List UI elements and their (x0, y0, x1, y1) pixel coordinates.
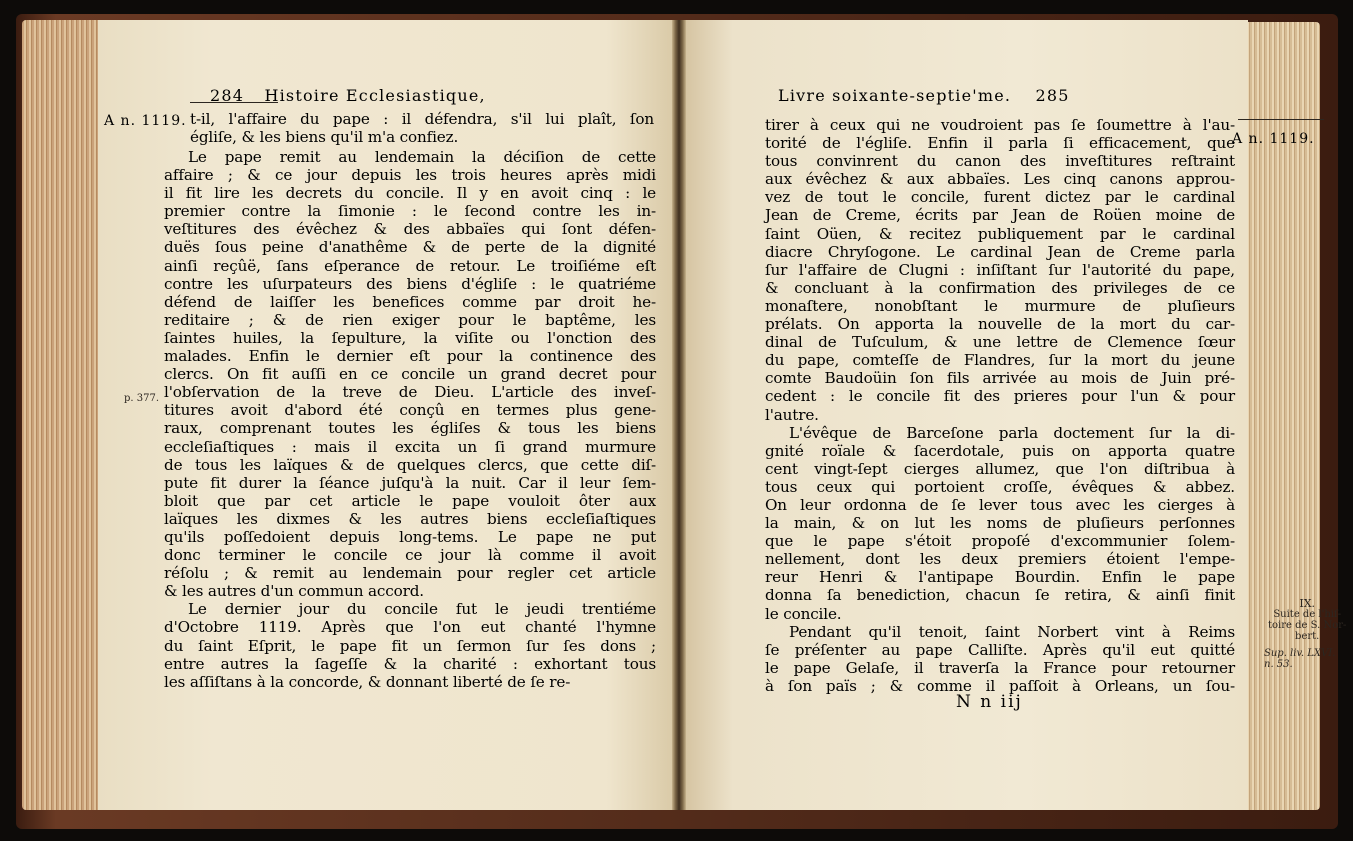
text-line: pute fit durer la ſéance juſqu'à la nuit. Car il leur ſem- (164, 473, 656, 492)
left-margin-rule (190, 102, 278, 103)
text-line: l'autre. (765, 405, 819, 424)
text-line: t-il, l'affaire du pape : il défendra, s'il lui plaît, ſon (190, 110, 654, 128)
text-line: ſaint Oüen, & recitez publiquement par le cardinal (765, 224, 1235, 243)
text-line: le concile. (765, 604, 842, 623)
text-line: le pape Gelaſe, il traverſa la France pour retourner (765, 658, 1235, 677)
side-note-line: bert. (1295, 631, 1320, 642)
right-page-number: 285 (1035, 86, 1070, 105)
text-line: diacre Chryſogone. Le cardinal Jean de Creme parla (765, 242, 1235, 261)
right-header (778, 86, 1070, 105)
text-line: entre autres la ſageſſe & la charité : exhortant tous (164, 654, 656, 673)
right-margin-rule (1238, 119, 1324, 120)
text-line: & concluant à la confirmation des privileges de ce (765, 278, 1235, 297)
text-line: d'Octobre 1119. Après que l'on eut chanté l'hymne (164, 618, 656, 637)
text-line: ſur l'affaire de Clugni : inſiſtant ſur l'autorité du pape, (765, 260, 1235, 279)
text-line: défend de laiſſer les benefices comme par droit he- (164, 292, 656, 311)
left-page-number: 284 (210, 86, 245, 105)
text-line: l'obſervation de la treve de Dieu. L'article des inveſ- (164, 383, 656, 402)
left-running-head: Histoire Ecclesiastique, (264, 86, 486, 105)
text-line: tous ceux qui portoient croſſe, évêques & abbez. (765, 477, 1235, 496)
side-ref-line: Sup. liv. LXVI. (1264, 648, 1336, 659)
side-note-line: Suite de l'hiſ- (1273, 609, 1342, 620)
text-line: Le dernier jour du concile fut le jeudi trentiéme (188, 600, 656, 619)
text-line: & les autres d'un commun accord. (164, 582, 424, 601)
left-margin-page-ref: p. 377. (124, 393, 160, 404)
right-running-head: Livre soixante-septie'me. (778, 86, 1012, 105)
text-line: reditaire ; & de rien exiger pour le baptême, les (164, 310, 656, 329)
text-line: premier contre la ſimonie : le ſecond contre les in- (164, 202, 656, 221)
text-line: reur Henri & l'antipape Bourdin. Enfin le pape (765, 568, 1235, 587)
text-line: prélats. On apporta la nouvelle de la mort du car- (765, 315, 1235, 334)
text-line: laïques les dixmes & les autres biens eccleſiaſtiques (164, 509, 656, 528)
book-gutter (672, 20, 686, 810)
left-page-opening-lines (190, 110, 654, 146)
text-line: L'évêque de Barceſone parla doctement ſur la di- (789, 423, 1235, 442)
text-line: cent vingt-ſept cierges allumez, que l'on diſtribua à (765, 459, 1235, 478)
text-line: du pape, comteſſe de Flandres, ſur la mort du jeune (765, 351, 1235, 370)
text-line: duës ſous peine d'anathême & de perte de la dignité (164, 238, 656, 257)
text-line: veſtitures des évêchez & des abbaïes qui ſont défen- (164, 220, 656, 239)
text-line: affaire ; & ce jour depuis les trois heures après midi (164, 166, 656, 185)
text-line: donna ſa benediction, chacun ſe retira, & ainſi finit (765, 586, 1235, 605)
right-margin-year: A n. 1119. (1232, 131, 1315, 147)
text-line: aux évêchez & aux abbaïes. Les cinq canons approu- (765, 170, 1235, 189)
text-line: ſe préſenter au pape Calliſte. Après qu'il eut quitté (765, 640, 1235, 659)
text-line: tous convinrent du canon des inveſtitures reſtraint (765, 152, 1235, 171)
right-page-body (765, 116, 1235, 695)
left-page-edges (22, 20, 102, 810)
text-line: les aſſiſtans à la concorde, & donnant liberté de ſe re- (164, 672, 571, 691)
text-line: de tous les laïques & de quelques clercs, que cette diſ- (164, 455, 656, 474)
text-line: Le pape remit au lendemain la déciſion de cette (188, 148, 656, 166)
text-line: la main, & on lut les noms de pluſieurs perſonnes (765, 514, 1235, 533)
text-line: à ſon païs ; & comme il paſſoit à Orleans, un ſou- (765, 676, 1235, 695)
right-side-note (1268, 598, 1346, 642)
side-note-line: toire de S. Nor- (1268, 620, 1347, 631)
text-line: contre les uſurpateurs des biens d'égliſe : le quatriéme (164, 274, 656, 293)
text-line: cedent : le concile fit des prieres pour l'un & pour (765, 387, 1235, 406)
text-line: nellement, dont les deux premiers étoient l'empe- (765, 550, 1235, 569)
text-line: comte Baudoüin ſon fils arrivée au mois de Juin pré- (765, 369, 1235, 388)
text-line: titures avoit d'abord été conçû en termes plus gene- (164, 401, 656, 420)
text-line: tirer à ceux qui ne voudroient pas ſe ſoumettre à l'au- (765, 116, 1235, 134)
left-margin-year: A n. 1119. (104, 113, 187, 129)
text-line: raux, comprenant toutes les égliſes & tous les biens (164, 419, 656, 438)
text-line: donc terminer le concile ce jour là comme il avoit (164, 546, 656, 565)
text-line: torité de l'égliſe. Enfin il parla ſi efficacement, que (765, 134, 1235, 153)
text-line: qu'ils poſſedoient depuis long-tems. Le pape ne put (164, 527, 656, 546)
text-line: vez de tout le concile, furent dictez par le cardinal (765, 188, 1235, 207)
text-line: gnité roïale & ſacerdotale, puis on apporta quatre (765, 441, 1235, 460)
text-line: malades. Enfin le dernier eſt pour la continence des (164, 347, 656, 366)
text-line: Jean de Creme, écrits par Jean de Roüen moine de (765, 206, 1235, 225)
text-line: eccleſiaſtiques : mais il excita un ſi grand murmure (164, 437, 656, 456)
text-line: réſolu ; & remit au lendemain pour regler cet article (164, 564, 656, 583)
right-side-ref (1264, 648, 1335, 670)
text-line: égliſe, & les biens qu'il m'a confiez. (190, 128, 459, 147)
text-line: que le pape s'étoit propoſé d'excommunier ſolem- (765, 532, 1235, 551)
text-line: du ſaint Eſprit, le pape fit un ſermon ſur ſes dons ; (164, 636, 656, 655)
side-ref-line: n. 53. (1264, 659, 1293, 670)
text-line: dinal de Tuſculum, & une lettre de Clemence ſœur (765, 333, 1235, 352)
text-line: clercs. On fit auſſi en ce concile un grand decret pour (164, 365, 656, 384)
text-line: ainſi reçûë, ſans eſperance de retour. Le troiſiéme eſt (164, 256, 656, 275)
side-note-number: IX. (1299, 597, 1316, 610)
text-line: On leur ordonna de ſe lever tous avec les cierges à (765, 495, 1235, 514)
text-line: Pendant qu'il tenoit, ſaint Norbert vint à Reims (789, 622, 1235, 641)
text-line: il fit lire les decrets du concile. Il y en avoit cinq : le (164, 184, 656, 203)
text-line: monaſtere, nonobſtant le murmure de pluſieurs (765, 296, 1235, 315)
text-line: bloit que par cet article le pape vouloit ôter aux (164, 491, 656, 510)
signature-mark: N n iij (956, 692, 1023, 712)
text-line: ſaintes huiles, la ſepulture, la viſite ou l'onction des (164, 328, 656, 347)
left-page-body (164, 148, 656, 691)
